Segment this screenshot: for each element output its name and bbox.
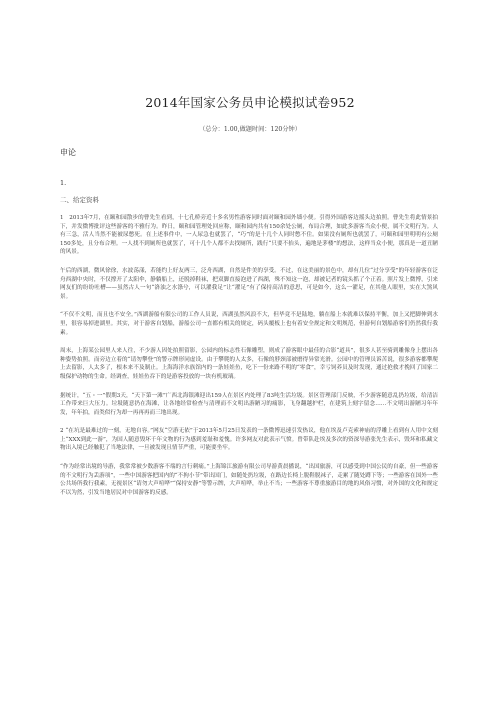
- paragraph: 2 “在坑是最难过的一刻，无地自容。”网友“空游无依”于2013年5月25日发表的一条微博迅速引发热议，他在埃及卢克索神庙的浮雕上看到有人用中文刻上“XXX到此一游”，为国人随意毁坏千年文物的行为感到羞耻和羞愧。许多网友对此表示气愤。曾带队赴埃及多次的资深导游张先生表示，毁坏和私藏文物出入境已经触犯了当地法律，一旦被发现且情节严重，可能要坐牢。: [60, 428, 438, 452]
- paragraph: “不仅不文明，而且也不安全。”西湖游船有限公司的工作人员说，西湖虽然风浪不大，但毕竟不是陆地，躺在船上本就难以保持平衡，加上又把脚伸到水里，很容易掉进湖里。其实，对于游客自划船，游船公司一直都有相关的规定，码头覆板上也有着安全规定和文明规范，但游何自划船游客们仍然我行我素。: [60, 312, 438, 336]
- page-title: 2014年国家公务员申论模拟试卷952: [145, 95, 355, 110]
- materials-body: [60, 214, 438, 507]
- materials-subheading: 二、给定资料: [60, 196, 99, 204]
- paragraph: “作为经常出境的导游，我常常被少数游客不端的言行刺痛。”上海锦江旅游有限公司导游黄晨播说，“出国旅游，可以感受到中国公民的自豪，但一些游客的不文明行为丢游项”，一些中国游客把国内的“不拘小节”带出国门，如随处扔垃圾，在路边长椅上脱鞋脱袜子，走累了随处蹲下等；一些游客在国外一些公共场所我行我素，无视景区“请勿大声喧哗”“保持安静”等警示牌，大声喧哗，举止不当；一些游客不尊重旅游目的地的风俗习惯，对外国的文化和规定不以为然，引发当地居民对中国游客的反感。: [60, 464, 438, 496]
- paragraph: 午后的西湖，微风徐徐，水波荡漾，若能约上好友两三，泛舟西湖，自然是件美的享受。不过，在这美丽的景色中，却有几位“过分享受”的年轻游客在泛舟西湖中央时，不仅撑开了太阳伞，静躺船上，还脱掉鞋袜，把双脚直接泡进了西湖，殊不知这一泡，却被记者的镜头抓了个正着。照片发上微博，引来网友们的纷纷吐槽——虽然古人一句“洛浊之水涤兮，可以濯我足”让“濯足”有了保持高洁的意思，可是如今，这么一濯足，在其他人眼里，实在大煞风景。: [60, 267, 438, 300]
- paragraph: 周末，上海某公园里人来人往，不少游人因处拍照留影，公园内的标志性石像雕塑，则成了游客眼中最佳的合影“道具”，很多人甚至骑到雕像身上摆出各种姿势拍照。而旁边立着的“请勿攀登”的警示牌形同虚设。由于攀爬的人太多，石像的脖颈部被磨得异常光滑。公园中的管理员诉苦说，很多游客都攀爬上去留影，人太多了，根本来不及制止。上海海洋水族馆内的一条娃娃鱼，吃下一份来路不明的“零食”，幸亏饲养员及时发现，通过抢救才挽回了国家二级保护动物的生命。经调查，娃娃鱼吞下的是游客投放的一块有机玻璃。: [60, 348, 438, 380]
- question-number: 1.: [60, 179, 67, 187]
- exam-meta: （总分：1.00,做题时间：120分钟）: [199, 126, 301, 133]
- paragraph: 1 2013年7月，在颐和园散步的曹先生看到，十七孔桥旁近十多名男性游客同时面对颐和园外墙小便。引得外国游客边摇头边拍照。曹先生将此情景拍下，并发微博批评这些游客的不雅行为。昨日，颐和园管理处回应称，颐和园内共有150余处公厕，布局合理，如此多游客当众小便，属不文明行为。人有三急，活人当然不能被尿憋死。在上述事件中，一人尿急也就罢了，“巧”的是十几个人同时憋不住。如果没有厕所也就罢了，可颐和园里明明有公厕150多处，且分布合理。一人找不到厕所也就罢了，可十几个人都不去找厕所，践行“只要不抬头，遍地是茅楼”的想法，这样当众小便，那真是一道丑陋的风景。: [60, 215, 438, 256]
- paragraph: 据统计，“五・一”假期3天，“天下第一滩”广西北海银滩迎出159人在景区内处理了83吨生活垃圾。景区管理部门反映，不少游客随意乱扔垃圾，给清洁工作带来巨大压力。垃圾随意扔在海滩，让各地经常检查与清理而不文明出游陋习的痛影，飞身翻越护栏，在建筑上刻字留念……不文明出游陋习年年发，年年拍，而类似行为却一再再再而三地出现。: [60, 392, 438, 416]
- section-heading: 申论: [60, 148, 76, 157]
